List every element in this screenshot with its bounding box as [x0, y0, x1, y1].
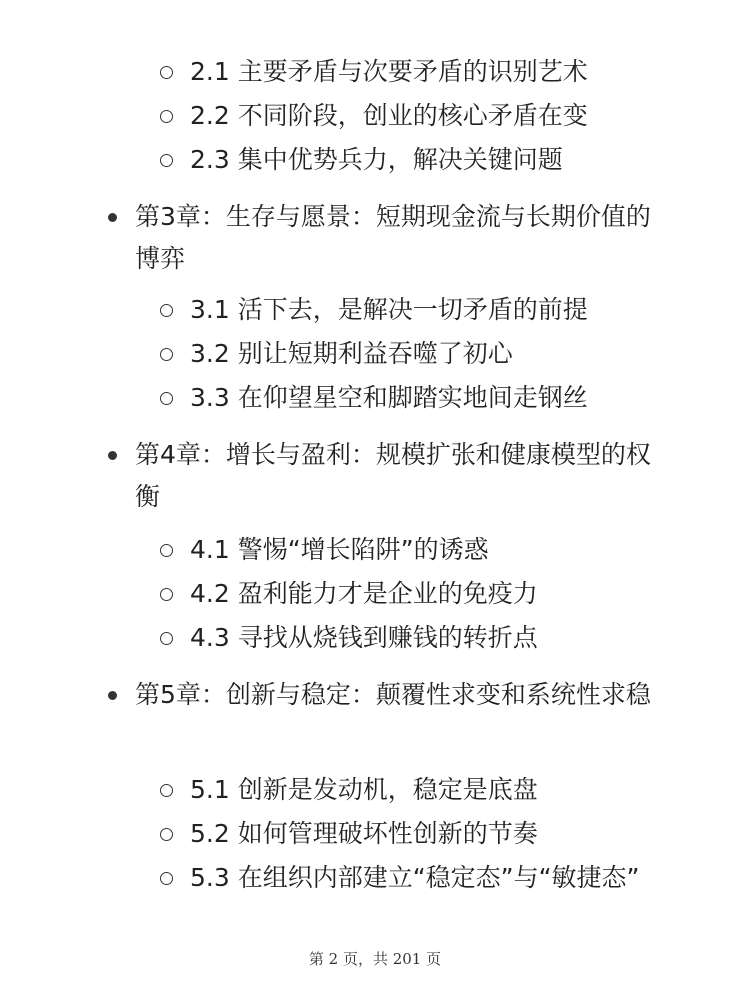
chapter-title: 第3章：生存与愿景：短期现金流与长期价值的博弈	[135, 202, 651, 273]
item-text: 3.1 活下去，是解决一切矛盾的前提	[190, 295, 588, 324]
list-item	[160, 332, 680, 376]
list-item	[160, 138, 680, 182]
hollow-circle-bullet-icon	[160, 828, 173, 841]
item-text: 3.2 别让短期利益吞噬了初心	[190, 339, 513, 368]
list-item	[160, 94, 680, 138]
hollow-circle-bullet-icon	[160, 392, 173, 405]
filled-bullet-icon	[108, 213, 117, 222]
hollow-circle-bullet-icon	[160, 348, 173, 361]
hollow-circle-bullet-icon	[160, 66, 173, 79]
chapter-title: 第5章：创新与稳定：颠覆性求变和系统性求稳	[135, 680, 651, 709]
item-text: 2.2 不同阶段，创业的核心矛盾在变	[190, 101, 588, 130]
chapter-title: 第4章：增长与盈利：规模扩张和健康模型的权衡	[135, 440, 651, 511]
hollow-circle-bullet-icon	[160, 544, 173, 557]
item-text: 4.3 寻找从烧钱到赚钱的转折点	[190, 623, 538, 652]
list-item	[160, 572, 680, 616]
filled-bullet-icon	[108, 691, 117, 700]
list-item	[160, 768, 680, 812]
hollow-circle-bullet-icon	[160, 154, 173, 167]
item-text: 5.3 在组织内部建立“稳定态”与“敏捷态”	[190, 863, 640, 892]
list-item	[160, 376, 680, 420]
list-item	[160, 50, 680, 94]
hollow-circle-bullet-icon	[160, 632, 173, 645]
item-text: 4.1 警惕“增长陷阱”的诱惑	[190, 535, 489, 564]
item-text: 4.2 盈利能力才是企业的免疫力	[190, 579, 538, 608]
item-text: 3.3 在仰望星空和脚踏实地间走钢丝	[190, 383, 588, 412]
list-item	[160, 812, 680, 856]
hollow-circle-bullet-icon	[160, 304, 173, 317]
list-item	[160, 288, 680, 332]
filled-bullet-icon	[108, 451, 117, 460]
hollow-circle-bullet-icon	[160, 110, 173, 123]
list-item	[160, 616, 680, 660]
list-item	[160, 528, 680, 572]
list-item	[160, 856, 660, 900]
item-text: 5.2 如何管理破坏性创新的节奏	[190, 819, 538, 848]
chapter-item	[108, 674, 668, 716]
page-footer: 第 2 页，共 201 页	[308, 950, 442, 968]
chapter-item	[108, 196, 668, 280]
chapter-item	[108, 434, 668, 518]
hollow-circle-bullet-icon	[160, 784, 173, 797]
item-text: 2.1 主要矛盾与次要矛盾的识别艺术	[190, 57, 588, 86]
hollow-circle-bullet-icon	[160, 872, 173, 885]
hollow-circle-bullet-icon	[160, 588, 173, 601]
item-text: 5.1 创新是发动机，稳定是底盘	[190, 775, 538, 804]
item-text: 2.3 集中优势兵力，解决关键问题	[190, 145, 563, 174]
